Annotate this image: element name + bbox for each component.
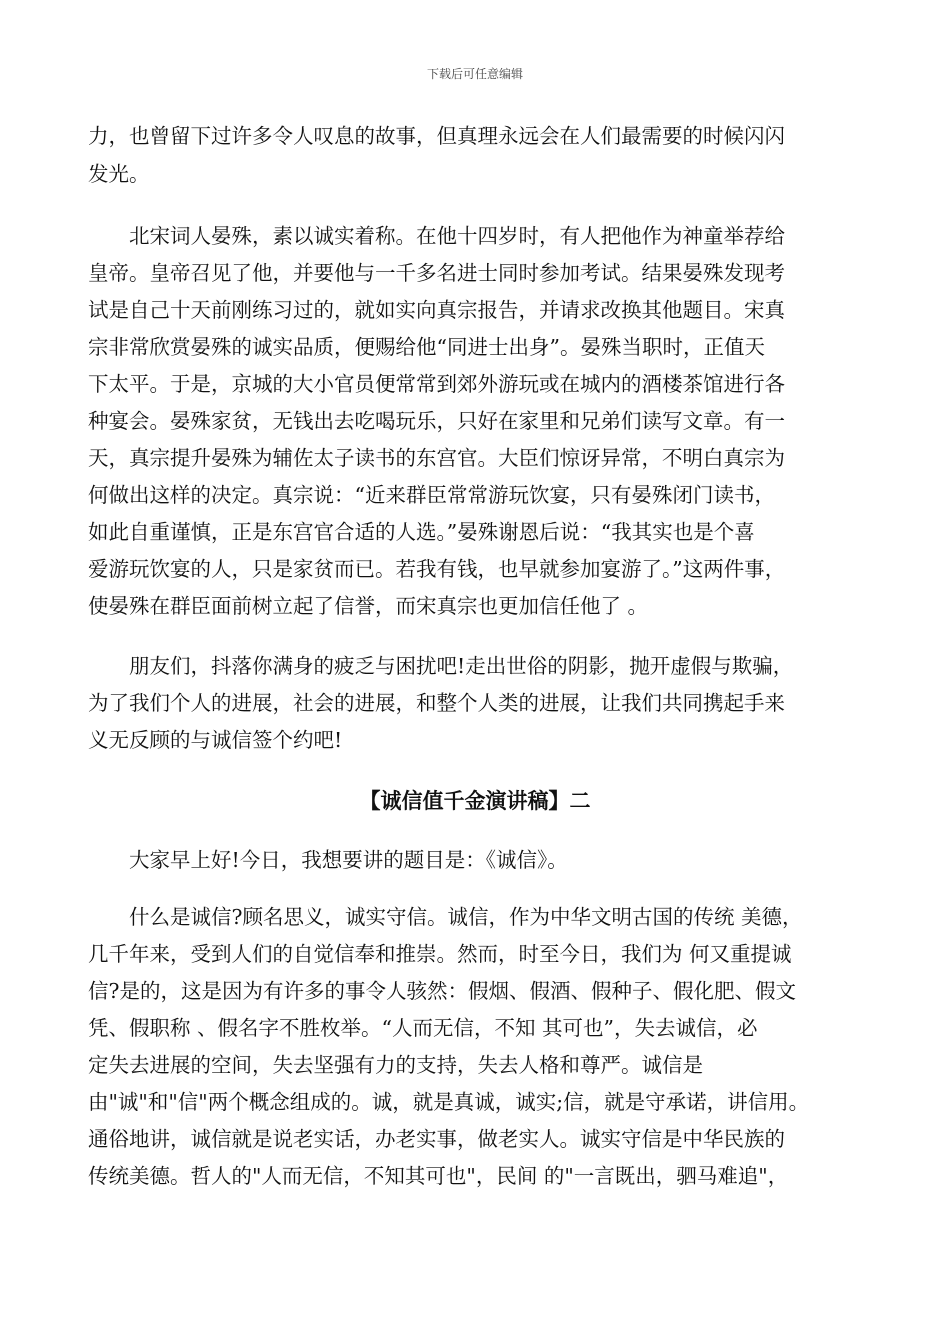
text-line: 下太平。于是，京城的大小官员便常常到郊外游玩或在城内的酒楼茶馆进行各 (88, 372, 785, 396)
text-line: 定失去进展的空间，失去坚强有力的支持，失去人格和尊严。诚信是 (88, 1053, 703, 1077)
page-header: 下载后可任意编辑 (426, 67, 523, 81)
text-line: 几千年来，受到人们的自觉信奉和推崇。然而，时至今日，我们为 何又重提诚 (88, 942, 792, 966)
text-line: 大家早上好!今日，我想要讲的题目是：《诚信》。 (88, 848, 568, 872)
text-line: 皇帝。皇帝召见了他，并要他与一千多名进士同时参加考试。结果晏殊发现考 (88, 261, 785, 285)
text-line: 如此自重谨慎，正是东宫官合适的人选。”晏殊谢恩后说：“我其实也是个喜 (88, 520, 755, 544)
text-line: 爱游玩饮宴的人，只是家贫而已。若我有钱，也早就参加宴游了。”这两件事， (88, 557, 786, 581)
text-line: 传统美德。哲人的"人而无信，不知其可也"，民间 的"一言既出，驷马难追"， (88, 1164, 789, 1188)
text-line: 朋友们，抖落你满身的疲乏与困扰吧!走出世俗的阴影，抛开虚假与欺骗， (88, 654, 794, 678)
text-line: 通俗地讲，诚信就是说老实话，办老实事，做老实人。诚实守信是中华民族的 (88, 1127, 785, 1151)
text-line: 宗非常欣赏晏殊的诚实品质，便赐给他“同进士出身”。晏殊当职时，正值天 (88, 335, 765, 359)
section-heading: 【诚信值千金演讲稿】二 (359, 789, 591, 813)
text-line: 北宋词人晏殊，素以诚实着称。在他十四岁时，有人把他作为神童举荐给 (88, 224, 785, 248)
text-line: 试是自己十天前刚练习过的，就如实向真宗报告，并请求改换其他题目。宋真 (88, 298, 785, 322)
text-line: 信?是的，这是因为有许多的事令人骇然：假烟、假酒、假种子、假化肥、假文 (88, 979, 796, 1003)
text-line: 发光。 (88, 162, 150, 186)
text-line: 义无反顾的与诚信签个约吧! (88, 728, 343, 752)
text-line: 何做出这样的决定。真宗说：“近来群臣常常游玩饮宴，只有晏殊闭门读书， (88, 483, 775, 507)
text-line: 由"诚"和"信"两个概念组成的。诚，就是真诚，诚实;信，就是守承诺，讲信用。 (88, 1090, 810, 1114)
text-line: 天，真宗提升晏殊为辅佐太子读书的东宫官。大臣们惊讶异常，不明白真宗为 (88, 446, 785, 470)
text-line: 凭、假职称 、假名字不胜枚举。“人而无信，不知 其可也”，失去诚信，必 (88, 1016, 758, 1040)
text-line: 力，也曾留下过许多令人叹息的故事，但真理永远会在人们最需要的时候闪闪 (88, 124, 785, 148)
text-line: 使晏殊在群臣面前树立起了信誉，而宋真宗也更加信任他了 。 (88, 594, 649, 618)
text-line: 什么是诚信?顾名思义，诚实守信。诚信，作为中华文明古国的传统 美德， (88, 905, 803, 929)
text-line: 为了我们个人的进展，社会的进展，和整个人类的进展，让我们共同携起手来 (88, 691, 785, 715)
text-line: 种宴会。晏殊家贫，无钱出去吃喝玩乐，只好在家里和兄弟们读写文章。有一 (88, 409, 785, 433)
